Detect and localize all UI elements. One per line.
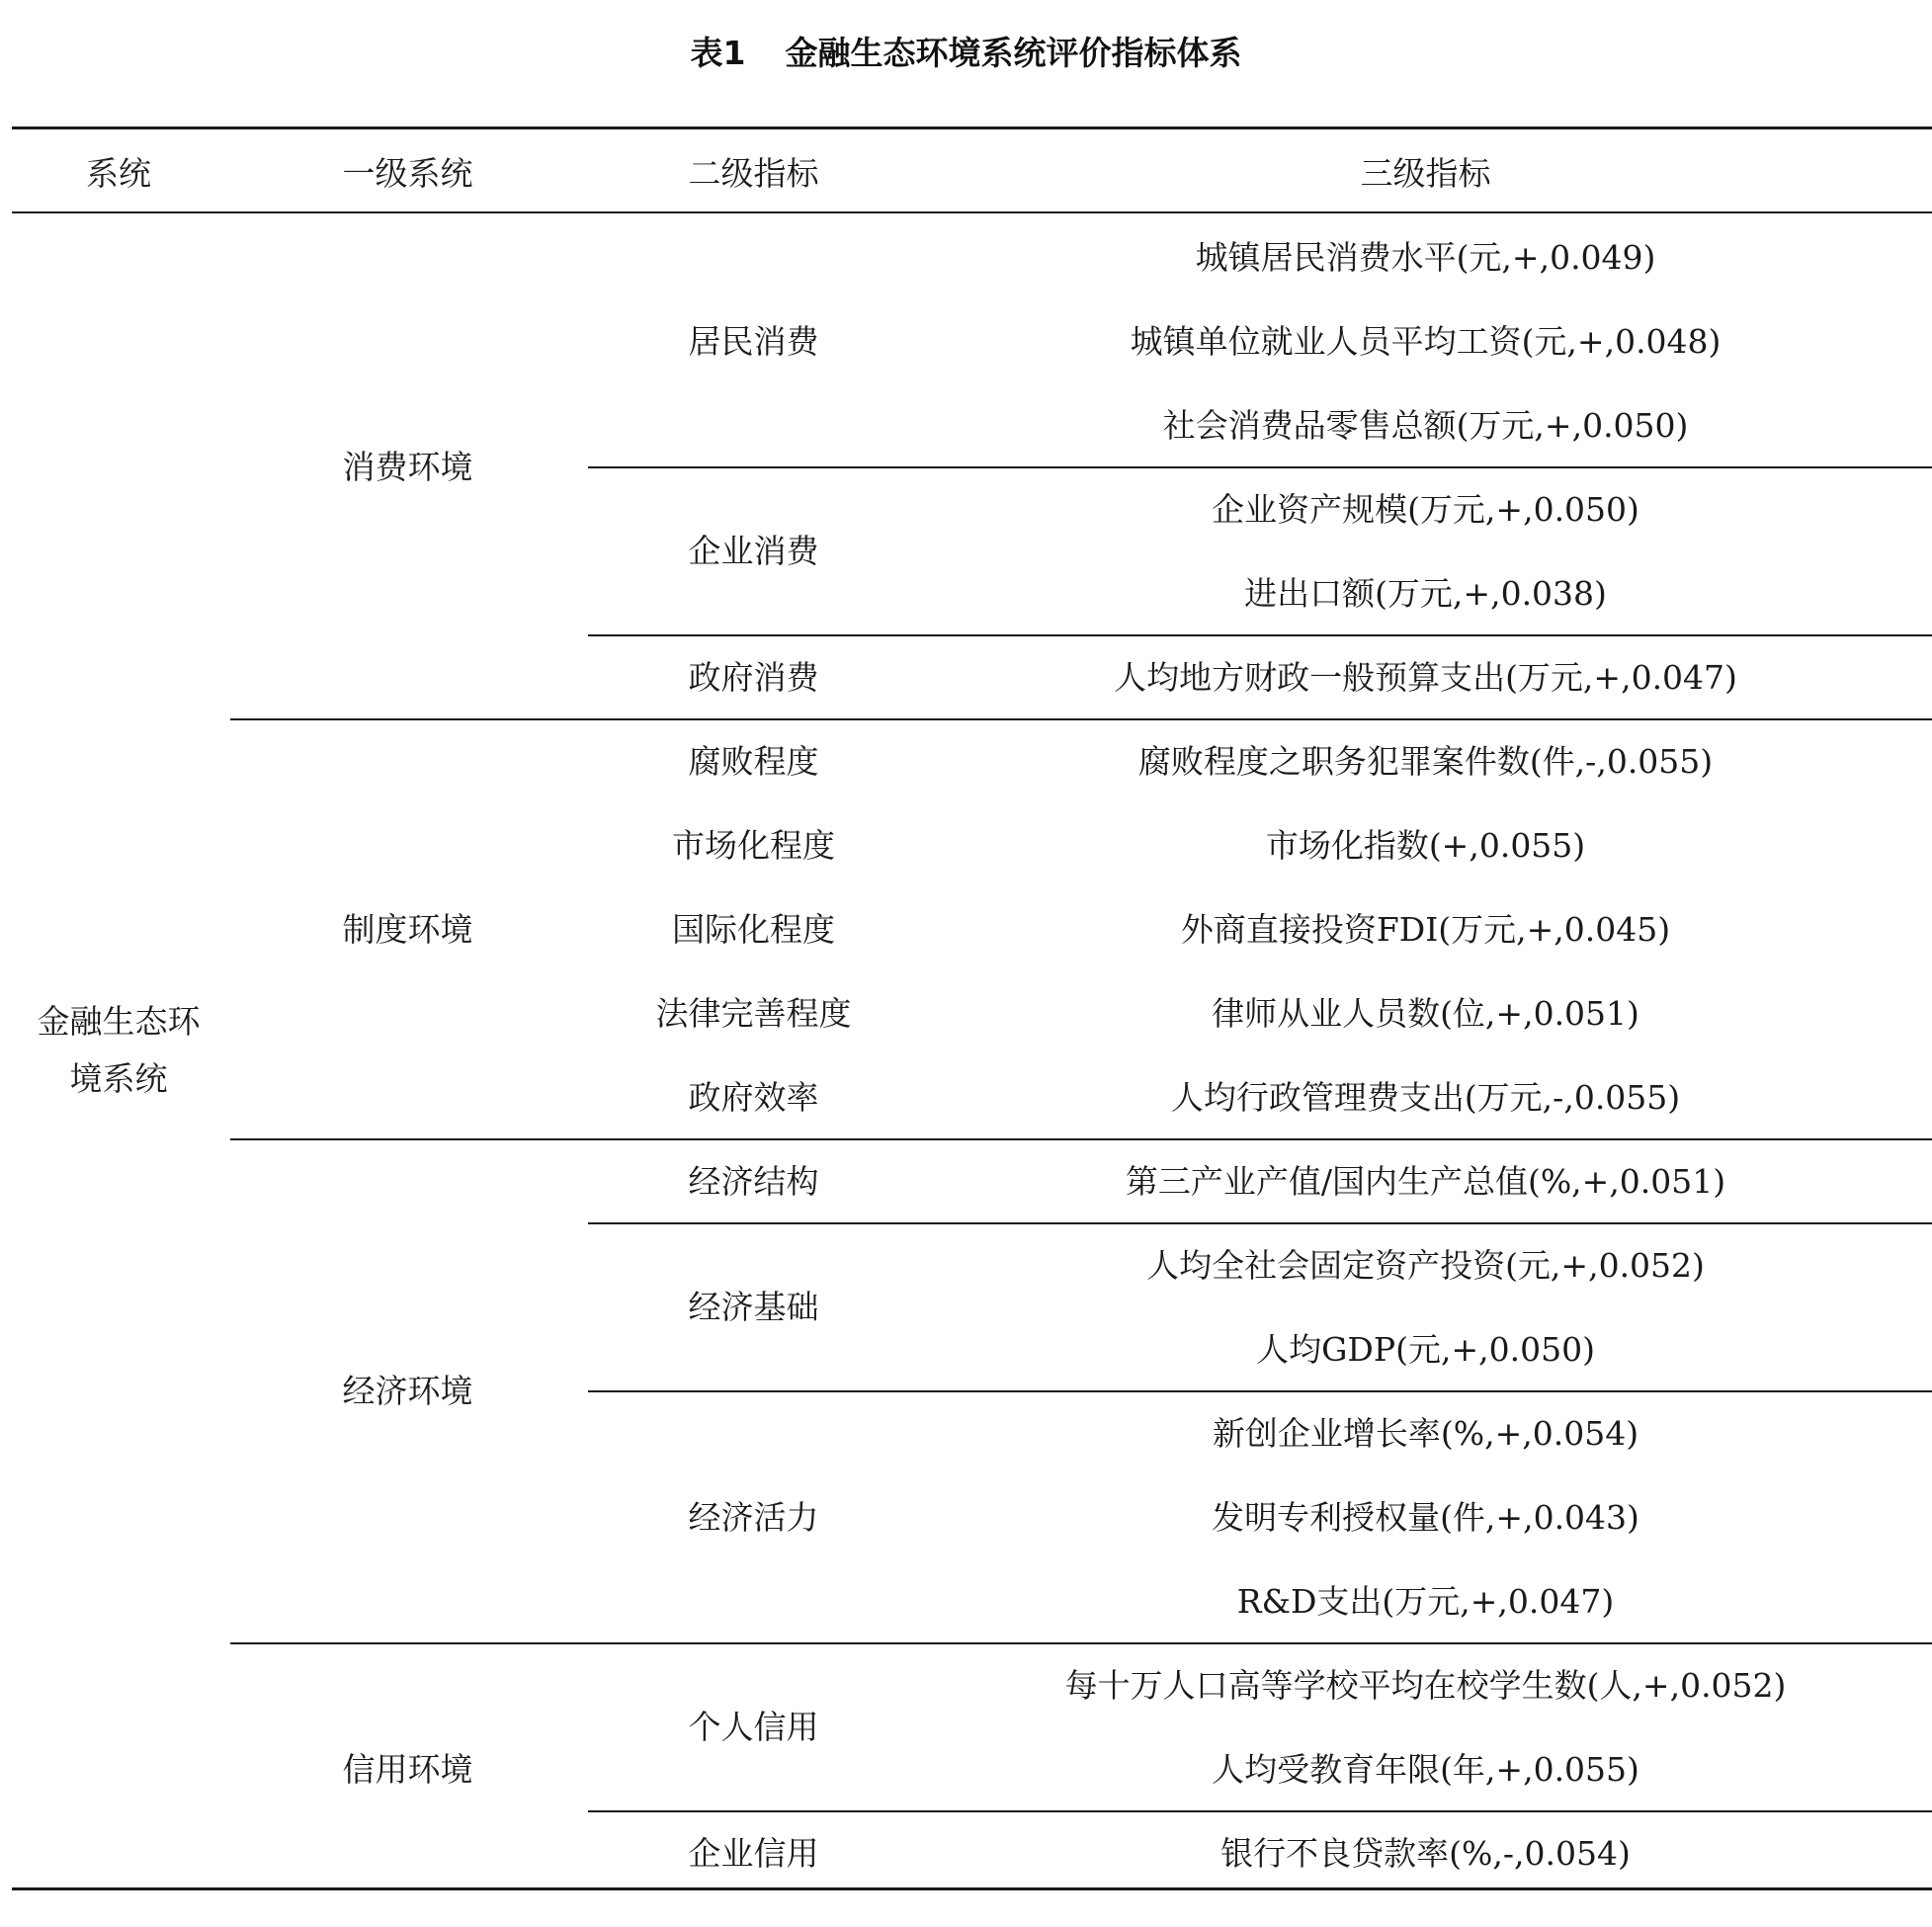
level2-indicator: 经济基础: [688, 1288, 819, 1326]
header-level1: 一级系统: [342, 154, 473, 193]
level3-indicator: 律师从业人员数(位,+,0.051): [1212, 994, 1639, 1033]
level2-indicator: 经济活力: [688, 1498, 819, 1537]
level3-indicator: 银行不良贷款率(%,-,0.054): [1220, 1834, 1631, 1873]
level2-indicator: 企业消费: [688, 532, 819, 570]
table-title: 金融生态环境系统评价指标体系: [785, 34, 1242, 72]
level3-indicator: 人均地方财政一般预算支出(万元,+,0.047): [1114, 658, 1737, 697]
system-cell: [0, 993, 237, 1108]
header-level2: 二级指标: [688, 154, 819, 193]
system-label-line2: 境系统: [69, 1059, 168, 1098]
table-top-rule: [12, 126, 1932, 129]
level3-indicator: 人均全社会固定资产投资(元,+,0.052): [1146, 1246, 1705, 1285]
table-caption: [0, 24, 1932, 83]
level3-indicator: 新创企业增长率(%,+,0.054): [1212, 1414, 1639, 1453]
level2-indicator: 国际化程度: [672, 910, 835, 949]
level3-indicator: 每十万人口高等学校平均在校学生数(人,+,0.052): [1064, 1666, 1787, 1705]
system-label-line1: 金融生态环: [37, 1002, 201, 1041]
level1-system: 信用环境: [342, 1750, 473, 1789]
level2-indicator: 政府效率: [688, 1078, 819, 1117]
level2-indicator: 市场化程度: [672, 826, 835, 865]
level2-indicator: 政府消费: [688, 658, 819, 697]
level1-system: 经济环境: [342, 1372, 473, 1410]
level3-indicator: 人均行政管理费支出(万元,-,0.055): [1170, 1078, 1681, 1117]
level1-system: 制度环境: [342, 910, 473, 949]
level2-indicator: 法律完善程度: [655, 994, 852, 1033]
level3-indicator: 企业资产规模(万元,+,0.050): [1212, 490, 1639, 529]
level3-indicator: 人均受教育年限(年,+,0.055): [1212, 1750, 1639, 1789]
header-system: 系统: [86, 154, 151, 193]
header-level3: 三级指标: [1360, 154, 1491, 193]
table-number: 表1: [690, 34, 746, 72]
level2-indicator: 企业信用: [688, 1834, 819, 1873]
level3-indicator: 城镇居民消费水平(元,+,0.049): [1195, 238, 1656, 277]
level3-indicator: 人均GDP(元,+,0.050): [1256, 1330, 1595, 1369]
level1-system: 消费环境: [342, 448, 473, 486]
level3-indicator: 腐败程度之职务犯罪案件数(件,-,0.055): [1137, 742, 1714, 781]
level3-indicator: 社会消费品零售总额(万元,+,0.050): [1162, 406, 1689, 445]
level2-indicator: 经济结构: [688, 1162, 819, 1201]
level2-indicator: 个人信用: [688, 1708, 819, 1746]
level3-indicator: R&D支出(万元,+,0.047): [1236, 1582, 1615, 1621]
level3-indicator: 市场化指数(+,0.055): [1265, 826, 1586, 865]
level3-indicator: 发明专利授权量(件,+,0.043): [1212, 1498, 1639, 1537]
table-bottom-rule: [12, 1887, 1932, 1890]
header-rule: [12, 211, 1932, 213]
level2-indicator: 居民消费: [688, 322, 819, 361]
level3-indicator: 进出口额(万元,+,0.038): [1244, 574, 1607, 613]
level3-indicator: 城镇单位就业人员平均工资(元,+,0.048): [1130, 322, 1722, 361]
level3-indicator: 外商直接投资FDI(万元,+,0.045): [1180, 910, 1671, 949]
level3-indicator: 第三产业产值/国内生产总值(%,+,0.051): [1125, 1162, 1726, 1201]
level2-indicator: 腐败程度: [688, 742, 819, 781]
